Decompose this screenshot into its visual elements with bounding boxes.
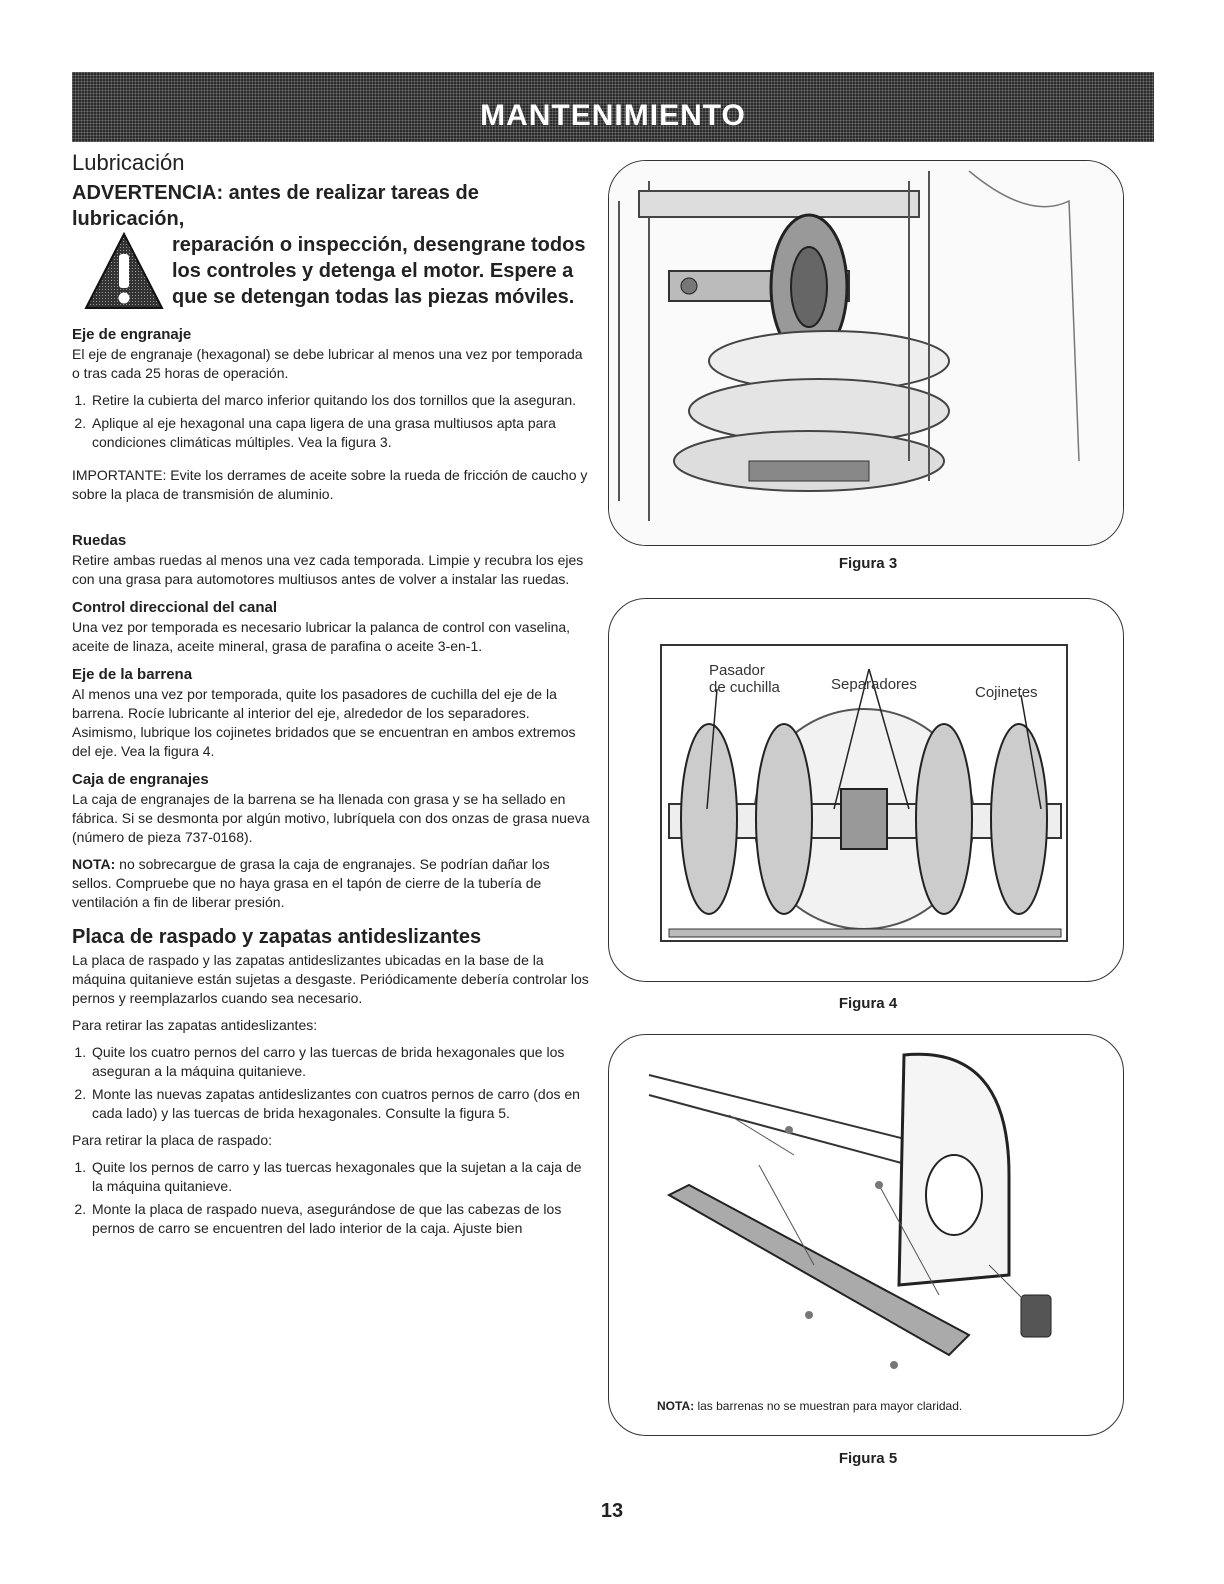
warning-first-text: antes de realizar tareas de lubricación, bbox=[72, 182, 479, 230]
shoes-intro: Para retirar las zapatas antideslizantes: bbox=[72, 1017, 318, 1033]
gearbox-text: La caja de engranajes de la barrena se ha llenada con grasa y se ha sellado en fábrica. Si se desmonta por algún motivo, lubríquela con dos onzas de grasa nueva (número de pieza 737-0168). bbox=[72, 791, 590, 845]
label-pin-1: Pasador bbox=[709, 662, 765, 679]
plate-intro: Para retirar la placa de raspado: bbox=[72, 1132, 272, 1148]
figure-5-note bbox=[657, 1399, 962, 1413]
shoes-steps bbox=[72, 1043, 592, 1123]
gearbox-note-label: NOTA: bbox=[72, 856, 116, 872]
scraper-heading: Placa de raspado y zapatas antideslizantes bbox=[72, 926, 482, 948]
gearbox-note bbox=[72, 855, 592, 912]
warning-label: ADVERTENCIA: bbox=[72, 182, 224, 204]
page-title: MANTENIMIENTO bbox=[480, 99, 746, 132]
header-banner bbox=[72, 72, 1154, 142]
gear-shaft-step: 2. Aplique al eje hexagonal una capa ligera de una grasa multiusos apta para condiciones climáticas múltiples. Vea la figura 3. bbox=[90, 414, 592, 452]
gear-shaft-title: Eje de engranaje bbox=[72, 326, 192, 343]
figure-5-note-text: las barrenas no se muestran para mayor claridad. bbox=[694, 1399, 963, 1413]
page-number: 13 bbox=[600, 1500, 624, 1522]
label-bearings: Cojinetes bbox=[975, 684, 1038, 701]
shoes-step: 2. Monte las nuevas zapatas antideslizantes con cuatros pernos de carro (dos en cada lado) y las tuercas de brida hexagonales. Consulte la figura 5. bbox=[90, 1085, 592, 1123]
gearbox-title: Caja de engranajes bbox=[72, 771, 209, 788]
figure-5 bbox=[608, 1034, 1124, 1436]
figure-5-caption: Figura 5 bbox=[838, 1450, 898, 1467]
figure-3-illustration bbox=[609, 161, 1123, 545]
scraper-intro: La placa de raspado y las zapatas antideslizantes ubicadas en la base de la máquina quitanieve están sujetas a desgaste. Periódicamente debería controlar los pernos y reemplazarlos cuando sea necesario. bbox=[72, 952, 589, 1006]
gear-shaft-steps bbox=[72, 391, 592, 452]
figure-4-illustration bbox=[609, 599, 1123, 981]
label-spacers: Separadores bbox=[831, 676, 917, 693]
plate-step: 2. Monte la placa de raspado nueva, asegurándose de que las cabezas de los pernos de carro se encuentren del lado interior de la caja. Ajuste bien bbox=[90, 1200, 592, 1238]
lubrication-heading: Lubricación bbox=[72, 150, 185, 175]
important-note: IMPORTANTE: Evite los derrames de aceite sobre la rueda de fricción de caucho y sobre la placa de transmisión de aluminio. bbox=[72, 467, 588, 502]
warning-rest-text: reparación o inspección, desengrane todos los controles y detenga el motor. Espere a que se detengan todas las piezas móviles. bbox=[172, 234, 586, 308]
chute-title: Control direccional del canal bbox=[72, 599, 278, 616]
plate-steps bbox=[72, 1158, 592, 1238]
warning-block bbox=[72, 232, 592, 310]
auger-shaft-text: Al menos una vez por temporada, quite los pasadores de cuchilla del eje de la barrena. Rocíe lubricante al interior del eje, alrededor de los separadores. Asimismo, lubrique los cojinetes bridados que se encuentran en ambos extremos del eje. Vea la figura 4. bbox=[72, 686, 576, 759]
wheels-text: Retire ambas ruedas al menos una vez cada temporada. Limpie y recubra los ejes con una grasa para automotores multiusos antes de volver a instalar las ruedas. bbox=[72, 552, 584, 587]
auger-shaft-title: Eje de la barrena bbox=[72, 666, 193, 683]
gear-shaft-step: 1. Retire la cubierta del marco inferior quitando los dos tornillos que la aseguran. bbox=[90, 391, 592, 410]
figure-4-caption: Figura 4 bbox=[838, 995, 898, 1012]
figure-3 bbox=[608, 160, 1124, 546]
wheels-title: Ruedas bbox=[72, 532, 127, 549]
gearbox-note-text: no sobrecargue de grasa la caja de engranajes. Se podrían dañar los sellos. Compruebe que no haya grasa en el tapón de cierre de la tubería de ventilación a fin de liberar presión. bbox=[72, 856, 550, 910]
figure-5-note-label: NOTA: bbox=[657, 1399, 695, 1413]
gear-shaft-intro: El eje de engranaje (hexagonal) se debe lubricar al menos una vez por temporada o tras cada 25 horas de operación. bbox=[72, 346, 583, 381]
figure-3-caption: Figura 3 bbox=[838, 555, 898, 572]
warning-first-line bbox=[72, 180, 592, 232]
figure-5-illustration bbox=[609, 1035, 1123, 1435]
warning-triangle-icon bbox=[84, 232, 164, 312]
chute-text: Una vez por temporada es necesario lubricar la palanca de control con vaselina, aceite de linaza, aceite mineral, grasa de parafina o aceite 3-en-1. bbox=[72, 619, 571, 654]
plate-step: 1. Quite los pernos de carro y las tuercas hexagonales que la sujetan a la caja de la máquina quitanieve. bbox=[90, 1158, 592, 1196]
label-pin-2: de cuchilla bbox=[709, 679, 780, 696]
shoes-step: 1. Quite los cuatro pernos del carro y las tuercas de brida hexagonales que los aseguran a la máquina quitanieve. bbox=[90, 1043, 592, 1081]
left-column bbox=[72, 150, 592, 1246]
figure-4 bbox=[608, 598, 1124, 982]
